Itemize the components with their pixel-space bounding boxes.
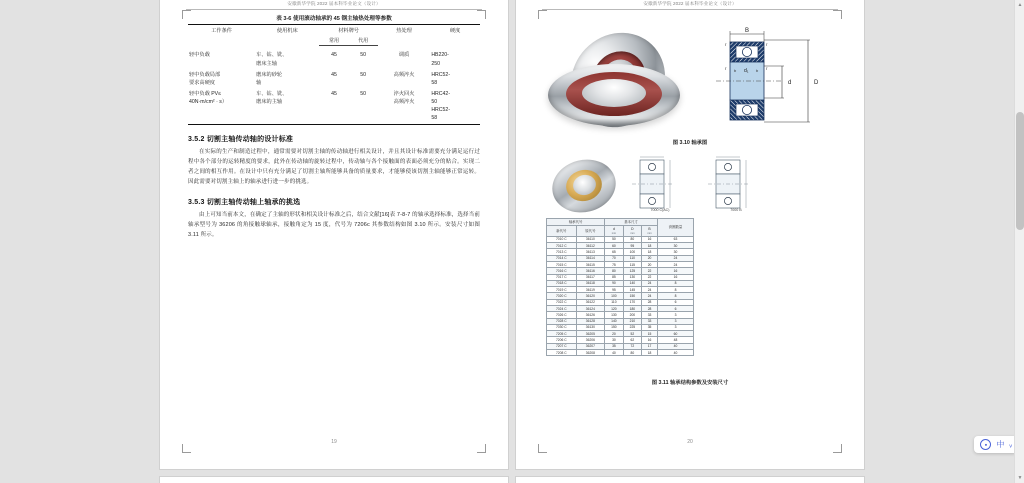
cell-line: 车、钻、铣、 [256, 91, 288, 98]
running-header-left: 安徽新华学院 2022 届本科毕业论文（设计） [287, 1, 381, 6]
table-cell: 30 [658, 249, 694, 255]
table-caption-3-6: 表 3-6 使用滚动轴承的 45 钢主轴热处理等参数 [276, 16, 392, 22]
cell-line: 58 [431, 79, 438, 86]
table-cell: 115 [623, 261, 641, 267]
sub-blank-2 [255, 35, 319, 46]
table-cell: 7206 C [547, 337, 577, 343]
table-cell: 7026 C [547, 312, 577, 318]
table-cell: 3 [658, 312, 694, 318]
table-cell: 30 [658, 243, 694, 249]
table-cell: 95 [623, 243, 641, 249]
table-cell: 225 [623, 324, 641, 330]
table-cell: 36124 [576, 306, 605, 312]
table-cell: 16 [642, 236, 658, 242]
cell-line: 轻中负载 [189, 52, 210, 59]
col-D-label: D [631, 227, 634, 232]
col-D-unit: mm [630, 231, 635, 235]
cell-line: 58 [431, 115, 438, 122]
col-D [623, 226, 641, 236]
col-d-unit: mm [611, 231, 617, 235]
section-heading-3-5-2: 3.5.2 切割主轴传动轴的设计标准 [188, 135, 294, 143]
col-B-unit: mm [647, 231, 652, 235]
table-cell: 18 [642, 243, 658, 249]
section-paragraph-3-5-2: 在实际的生产和制造过程中，通常需要对切割主轴的传动轴进行相关设计，并且其设计标准需要充分满足运行过程中各个部分的运转精度的要求，此外在传动轴的旋转过程中，传动轴与各个接触面的表面必须充分的贴合。实现二者之间的相互作用。在设计中只有充分满足了切割主轴所能够具备的质量要求，才能够使该切割主轴能够正常运转。因此需要对切割主轴上的轴承进行进一步的挑选。 [188, 148, 480, 186]
cell-heat [378, 89, 431, 125]
table-cell: 100 [605, 293, 623, 299]
table-cell: 7019 C [547, 287, 577, 293]
cell-line: 轻中负载 PV≤ [189, 91, 221, 98]
group-header-basic-size: 基本尺寸 [605, 219, 658, 226]
figure-3-10-artwork [542, 20, 838, 138]
table-row [547, 350, 694, 356]
table-cell: 36120 [576, 293, 605, 299]
table-cell: 16 [658, 274, 694, 280]
sub-common: 常用 [319, 35, 348, 46]
table-cell: 8 [658, 287, 694, 293]
table-cell: 36114 [576, 255, 605, 261]
section-heading-3-5-3: 3.5.3 切割主轴传动轴上轴承的挑选 [188, 198, 301, 206]
cell-line: 高频淬火 [393, 99, 415, 106]
table-cell: 150 [605, 324, 623, 330]
table-cell: 36118 [576, 280, 605, 286]
table-cell: 80 [605, 268, 623, 274]
table-cell: 70 [605, 255, 623, 261]
table-cell: 7208 C [547, 350, 577, 356]
table-cell: 36208 [576, 350, 605, 356]
table-cell: 75 [605, 261, 623, 267]
svg-text:r: r [725, 42, 727, 47]
document-page-left[interactable] [160, 0, 508, 469]
table-cell: 7020 C [547, 293, 577, 299]
table-cell: 7018 C [547, 280, 577, 286]
col-B-label: B [648, 227, 651, 232]
scroll-up-arrow-icon[interactable]: ▲ [1017, 2, 1023, 8]
table-cell: 130 [605, 312, 623, 318]
table-header-row [188, 25, 480, 36]
table-cell: 18 [642, 249, 658, 255]
table-cell: 22 [642, 274, 658, 280]
table-cell: 36116 [576, 268, 605, 274]
table-cell: 20 [642, 261, 658, 267]
bearing-photo-image [544, 32, 694, 132]
table-subheader-row [188, 35, 480, 46]
col-d [605, 226, 623, 236]
bearing-parameter-table [546, 218, 694, 356]
cell-line: 高频淬火 [393, 71, 415, 78]
cell-alt: 50 [360, 52, 367, 59]
table-cell: 7030 C [547, 324, 577, 330]
col-d-label: d [612, 227, 615, 232]
col-B [642, 226, 658, 236]
table-cell: 7022 C [547, 299, 577, 305]
section-paragraph-3-5-3: 由上可知当前本文，在确定了主轴的形状和相关设计标准之后，结合文献[16]表 7-8-7 的轴承选择标准，选择当前轴承型号为 36206 的角接触球轴承，接触角定为 15 度，代号为 7206c 其参数结构如图 3.10 所示。安装尺寸如图 3.11 所示。 [188, 211, 480, 238]
cell-heat [378, 69, 431, 88]
cell-common: 45 [319, 89, 348, 125]
cell-machine [255, 89, 319, 125]
table-cell: 7207 C [547, 343, 577, 349]
table-cell: 24 [658, 255, 694, 261]
th-heat: 热处理 [378, 25, 431, 36]
table-cell: 36119 [576, 287, 605, 293]
table-cell: 125 [623, 268, 641, 274]
page-content-left [188, 14, 480, 240]
cell-common: 45 [331, 52, 337, 59]
svg-text:b: b [734, 68, 737, 73]
sub-blank-1 [188, 35, 255, 46]
table-cell: 36126 [576, 312, 605, 318]
figure-3-11-caption: 图 3.11 轴承结构参数及安装尺寸 [651, 380, 729, 386]
table-cell: 36110 [576, 236, 605, 242]
crop-mark-bottom-right [477, 444, 486, 453]
table-cell: 24 [642, 287, 658, 293]
table-cell: 150 [623, 293, 641, 299]
cell-line: 轴 [256, 79, 262, 86]
table-cell: 36113 [576, 249, 605, 255]
th-hardness: 硬度 [430, 25, 480, 36]
table-cell: 28 [642, 299, 658, 305]
table-cell: 48 [658, 337, 694, 343]
cell-line: 磨床的主轴 [256, 99, 283, 106]
table-cell: 7205 C [547, 331, 577, 337]
cell-common: 45 [331, 71, 337, 78]
cell-line: 淬火回火 [393, 91, 415, 98]
table-cell: 80 [623, 236, 641, 242]
svg-text:B: B [744, 28, 750, 34]
cell-line: HB220- [431, 52, 449, 59]
cell-hardness [430, 69, 480, 88]
bearing-parameter-table-wrap [546, 218, 842, 356]
table-cell: 36205 [576, 331, 605, 337]
header-rule-right [542, 9, 838, 10]
cell-hardness [430, 50, 480, 69]
cell-line: 40N·m/cm² · s） [189, 99, 228, 106]
table-cell: 36206 [576, 337, 605, 343]
sub-blank-3 [378, 35, 431, 46]
crop-mark-top-left [538, 10, 547, 19]
crop-mark-bottom-left [538, 444, 547, 453]
table-cell: 17 [642, 343, 658, 349]
cell-hardness [430, 89, 480, 125]
scroll-down-arrow-icon[interactable]: ▼ [1017, 475, 1023, 481]
running-header-right: 安徽新华学院 2022 届本科毕业论文（设计） [643, 1, 737, 6]
cell-line: 调质 [398, 52, 410, 59]
table-cell: 7012 C [547, 243, 577, 249]
table-cell: 110 [605, 299, 623, 305]
document-page-right-next[interactable] [516, 477, 864, 483]
col-new-code: 新代号 [547, 226, 577, 236]
table-cell: 36130 [576, 324, 605, 330]
table-row [188, 50, 480, 69]
table-cell: 33 [642, 312, 658, 318]
table-cell: 200 [623, 312, 641, 318]
cell-line: 车、钻、铣、 [256, 52, 288, 59]
bearing-section-7000b-svg [702, 156, 762, 212]
table-cell: 30 [605, 337, 623, 343]
table-cell: 72 [623, 343, 641, 349]
table-cell: 7017 C [547, 274, 577, 280]
svg-text:D: D [814, 80, 819, 86]
bearing-photo-gold [552, 158, 618, 214]
table-cell: 85 [605, 274, 623, 280]
bearing-cross-section-diagram [696, 24, 838, 134]
cell-alt: 50 [360, 71, 367, 78]
cell-line: 轻中负载局部 [189, 71, 221, 78]
cell-condition [188, 89, 255, 125]
table-cell: 80 [623, 350, 641, 356]
table-cell: 7016 C [547, 268, 577, 274]
crop-mark-top-right [833, 10, 842, 19]
param-thead [547, 219, 694, 237]
table-cell: 7024 C [547, 306, 577, 312]
table-cell: 40 [658, 350, 694, 356]
table-cell: 8 [658, 280, 694, 286]
cell-line: HRC42- [431, 91, 451, 98]
table-cell: 24 [658, 261, 694, 267]
document-page-left-next[interactable] [160, 477, 508, 483]
figure-3-11 [542, 156, 838, 392]
heat-treatment-table [188, 24, 480, 125]
crop-mark-bottom-right [833, 444, 842, 453]
table-cell: 7010 C [547, 236, 577, 242]
table-cell: 36122 [576, 299, 605, 305]
sub-alt: 代用 [349, 35, 378, 46]
table-cell: 7028 C [547, 318, 577, 324]
cell-line: HRC52- [431, 71, 451, 78]
cell-condition [188, 50, 255, 69]
table-cell: 36115 [576, 261, 605, 267]
table-cell: 16 [658, 268, 694, 274]
table-cell: 210 [623, 318, 641, 324]
table-cell: 36112 [576, 243, 605, 249]
table-cell: 40 [658, 343, 694, 349]
page-number-left: 19 [331, 439, 337, 445]
vertical-scrollbar[interactable] [1014, 0, 1024, 483]
th-condition: 工作条件 [188, 25, 255, 36]
table-cell: 24 [642, 293, 658, 299]
header-rule-left [186, 9, 482, 10]
table-cell: 140 [605, 318, 623, 324]
page-number-right: 20 [687, 439, 693, 445]
table-cell: 36117 [576, 274, 605, 280]
cell-line: 50 [431, 99, 438, 106]
table-cell: 20 [642, 255, 658, 261]
th-material: 材料牌号 [319, 25, 377, 36]
table-cell: 65 [605, 249, 623, 255]
table-cell: 6 [658, 299, 694, 305]
group-header-bearing-code: 轴承代号 [547, 219, 605, 226]
svg-text:d: d [788, 80, 792, 86]
sub-blank-4 [430, 35, 480, 46]
cell-machine [255, 50, 319, 69]
table-cell: 52 [623, 331, 641, 337]
svg-text:r: r [766, 66, 768, 71]
cell-line: 磨床的砂轮 [256, 71, 283, 78]
table-cell: 33 [642, 318, 658, 324]
param-tbody [547, 236, 694, 356]
table-cell: 100 [623, 249, 641, 255]
group-header-count: 套圈数量 [658, 219, 694, 237]
table-cell: 7013 C [547, 249, 577, 255]
ime-indicator[interactable] [974, 436, 1018, 453]
table-cell: 35 [642, 324, 658, 330]
table-cell: 40 [605, 350, 623, 356]
table-cell: 22 [642, 268, 658, 274]
table-cell: 130 [623, 274, 641, 280]
table-cell: 7014 C [547, 255, 577, 261]
table-cell: 20 [605, 331, 623, 337]
table-cell: 60 [658, 331, 694, 337]
table-cell: 36128 [576, 318, 605, 324]
table-cell: 6 [658, 306, 694, 312]
table-cell: 35 [605, 343, 623, 349]
table-cell: 62 [623, 337, 641, 343]
bearing-section-svg [696, 24, 838, 134]
cell-line: 要求高硬度 [189, 79, 215, 86]
table-row [188, 69, 480, 88]
cell-condition [188, 69, 255, 88]
ime-mode-toggle[interactable]: ᵥ [1009, 439, 1012, 449]
bearing-front-bore [582, 79, 646, 107]
section-label-7000c: 7000 C(AC) [650, 208, 670, 212]
th-machine: 使用机床 [255, 25, 319, 36]
col-old-code: 原代号 [576, 226, 605, 236]
cell-machine [255, 69, 319, 88]
table-cell: 110 [623, 255, 641, 261]
table-cell: 24 [642, 280, 658, 286]
ime-logo-icon: ● [980, 439, 991, 450]
table-cell: 90 [605, 280, 623, 286]
table-cell: 180 [623, 306, 641, 312]
crop-mark-bottom-left [182, 444, 191, 453]
table-cell: 7015 C [547, 261, 577, 267]
table-cell: 95 [605, 287, 623, 293]
table-cell: 60 [605, 243, 623, 249]
svg-text:r: r [725, 66, 727, 71]
svg-text:r: r [766, 42, 768, 47]
table-cell: 16 [642, 337, 658, 343]
table-cell: 18 [642, 350, 658, 356]
table-cell: 145 [623, 287, 641, 293]
table-cell: 63 [658, 236, 694, 242]
table-cell: 3 [658, 324, 694, 330]
document-page-right[interactable] [516, 0, 864, 469]
param-group-header-row [547, 219, 694, 226]
svg-text:b: b [756, 68, 759, 73]
scrollbar-thumb[interactable] [1016, 112, 1024, 230]
table-row [188, 89, 480, 125]
figure-3-10 [542, 20, 838, 148]
cell-line: HRC52- [431, 107, 451, 114]
table-cell: 3 [658, 318, 694, 324]
table-cell: 36207 [576, 343, 605, 349]
cell-heat [378, 50, 431, 69]
table-cell: 15 [642, 331, 658, 337]
bearing-section-7000c-svg [626, 156, 686, 212]
svg-text:d₁: d₁ [744, 68, 749, 74]
section-label-7000b: 7000 B [730, 208, 742, 212]
ime-language-toggle[interactable]: 中 [996, 439, 1005, 449]
figure-3-11-artwork [542, 156, 838, 216]
cell-line: 250 [431, 60, 440, 67]
cell-line: 磨床主轴 [256, 60, 277, 67]
table-cell: 50 [605, 236, 623, 242]
table-cell: 8 [658, 293, 694, 299]
table-cell: 140 [623, 280, 641, 286]
figure-3-10-caption: 图 3.10 轴承图 [672, 140, 708, 146]
table-cell: 120 [605, 306, 623, 312]
cell-alt: 50 [349, 89, 378, 125]
table-cell: 28 [642, 306, 658, 312]
table-cell: 170 [623, 299, 641, 305]
